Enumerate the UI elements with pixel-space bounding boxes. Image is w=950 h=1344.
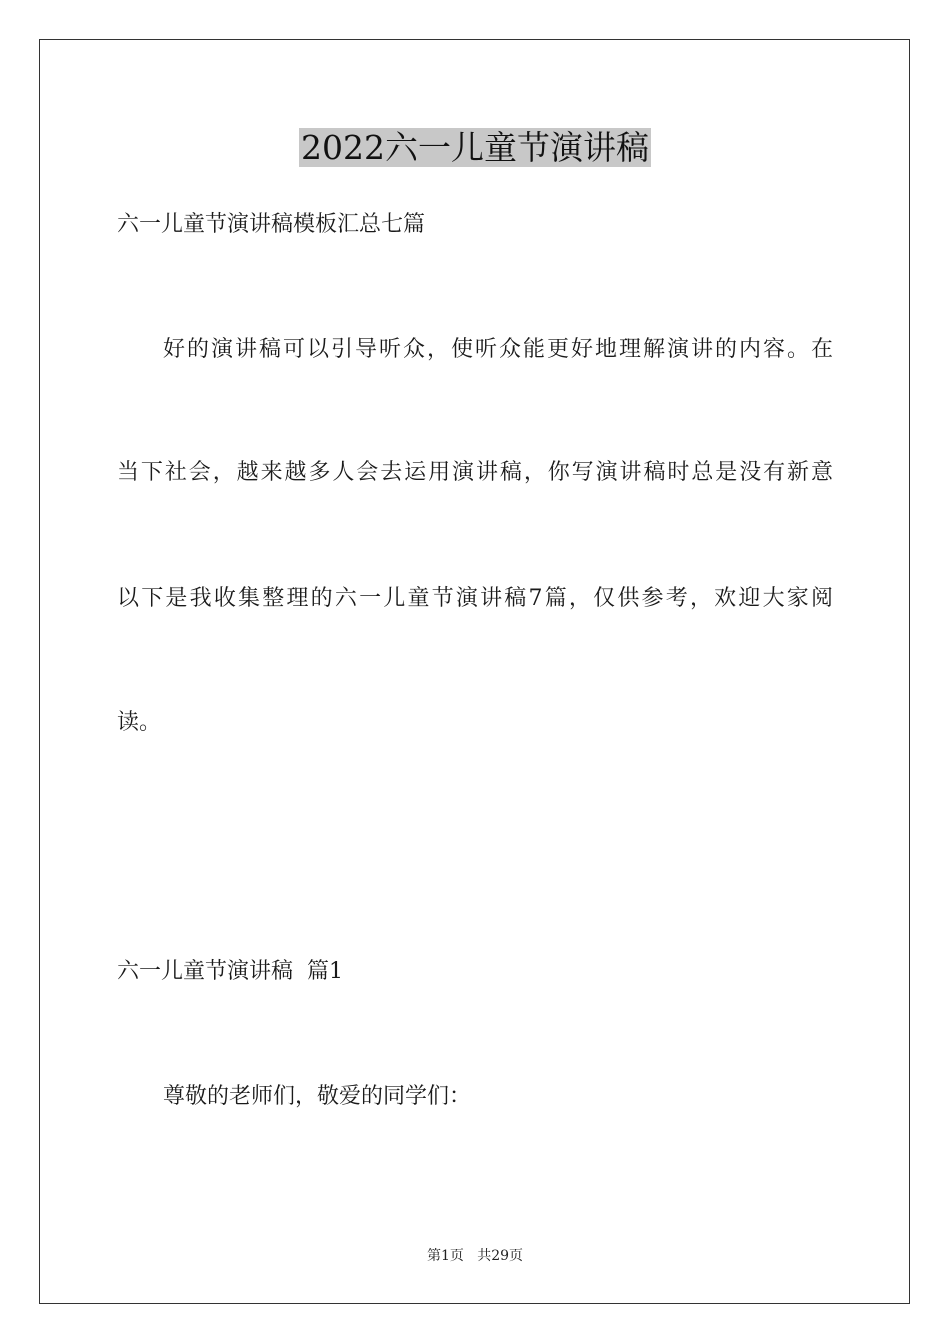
page-number-footer: 第1页 共29页 <box>426 1248 524 1264</box>
paragraph-line-2: 当下社会，越来越多人会去运用演讲稿，你写演讲稿时总是没有新意 <box>117 460 833 485</box>
document-title-text: 2022六一儿童节演讲稿 <box>301 128 649 167</box>
document-title <box>0 126 950 170</box>
document-subtitle: 六一儿童节演讲稿模板汇总七篇 <box>117 212 426 237</box>
paragraph-line-4: 读。 <box>117 710 162 735</box>
section-heading: 六一儿童节演讲稿 篇1 <box>117 959 343 984</box>
greeting-line: 尊敬的老师们，敬爱的同学们： <box>163 1084 472 1109</box>
paragraph-line-1: 好的演讲稿可以引导听众，使听众能更好地理解演讲的内容。在 <box>163 337 833 362</box>
paragraph-line-3: 以下是我收集整理的六一儿童节演讲稿7篇，仅供参考，欢迎大家阅 <box>117 586 833 611</box>
